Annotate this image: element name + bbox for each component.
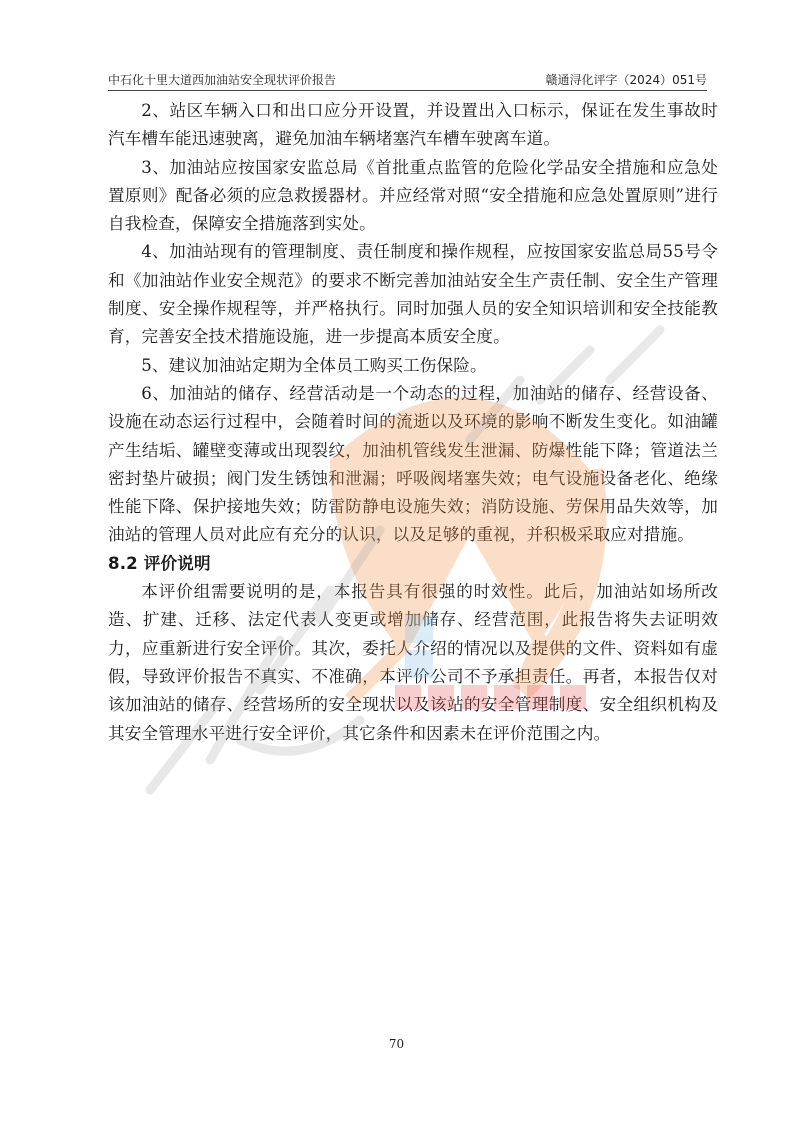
header-report-number: 赣通浔化评字（2024）051号 [545, 73, 707, 87]
section-heading: 8.2 评价说明 [108, 553, 211, 573]
paragraph-item-4: 4、加油站现有的管理制度、责任制度和操作规程，应按国家安监总局55号令和《加油站作业安全规范》的要求不断完善加油站安全生产责任制、安全生产管理制度、安全操作规程等，并严格执行。同时加强人员的安全知识培训和安全技能教育，完善安全技术措施设施，进一步提高本质安全度。 [108, 242, 718, 347]
section-paragraph: 本评价组需要说明的是，本报告具有很强的时效性。此后，加油站如场所改造、扩建、迁移、法定代表人变更或增加储存、经营范围，此报告将失去证明效力，应重新进行安全评价。其次，委托人介绍的情况以及提供的文件、资料如有虚假，导致评价报告不真实、不准确，本评价公司不予承担责任。再者，本报告仅对该加油站的储存、经营场所的安全现状以及该站的安全管理制度、安全组织机构及其安全管理水平进行安全评价，其它条件和因素未在评价范围之内。 [108, 582, 718, 743]
header-divider [108, 90, 707, 91]
page-number: 70 [388, 1037, 405, 1051]
paragraph-item-2: 2、站区车辆入口和出口应分开设置，并设置出入口标示，保证在发生事故时汽车槽车能迅速驶离，避免加油车辆堵塞汽车槽车驶离车道。 [108, 101, 718, 149]
header-report-title: 中石化十里大道西加油站安全现状评价报告 [108, 73, 337, 87]
paragraph-item-6: 6、加油站的储存、经营活动是一个动态的过程，加油站的储存、经营设备、设施在动态运行过程中，会随着时间的流逝以及环境的影响不断发生变化。如油罐产生结垢、罐壁变薄或出现裂纹，加油机管线发生泄漏、防爆性能下降；管道法兰密封垫片破损；阀门发生锈蚀和泄漏；呼吸阀堵塞失效；电气设施设备老化、绝缘性能下降、保护接地失效；防雷防静电设施失效；消防设施、劳保用品失效等，加油站的管理人员对此应有充分的认识，以及足够的重视，并积极采取应对措施。 [108, 383, 718, 545]
paragraph-item-3: 3、加油站应按国家安监总局《首批重点监管的危险化学品安全措施和应急处置原则》配备必须的应急救援器材。并应经常对照“安全措施和应急处置原则”进行自我检查，保障安全措施落到实处。 [108, 157, 718, 234]
main-content [108, 97, 718, 748]
paragraph-item-5: 5、建议加油站定期为全体员工购买工伤保险。 [141, 355, 487, 375]
page-header [108, 66, 707, 88]
